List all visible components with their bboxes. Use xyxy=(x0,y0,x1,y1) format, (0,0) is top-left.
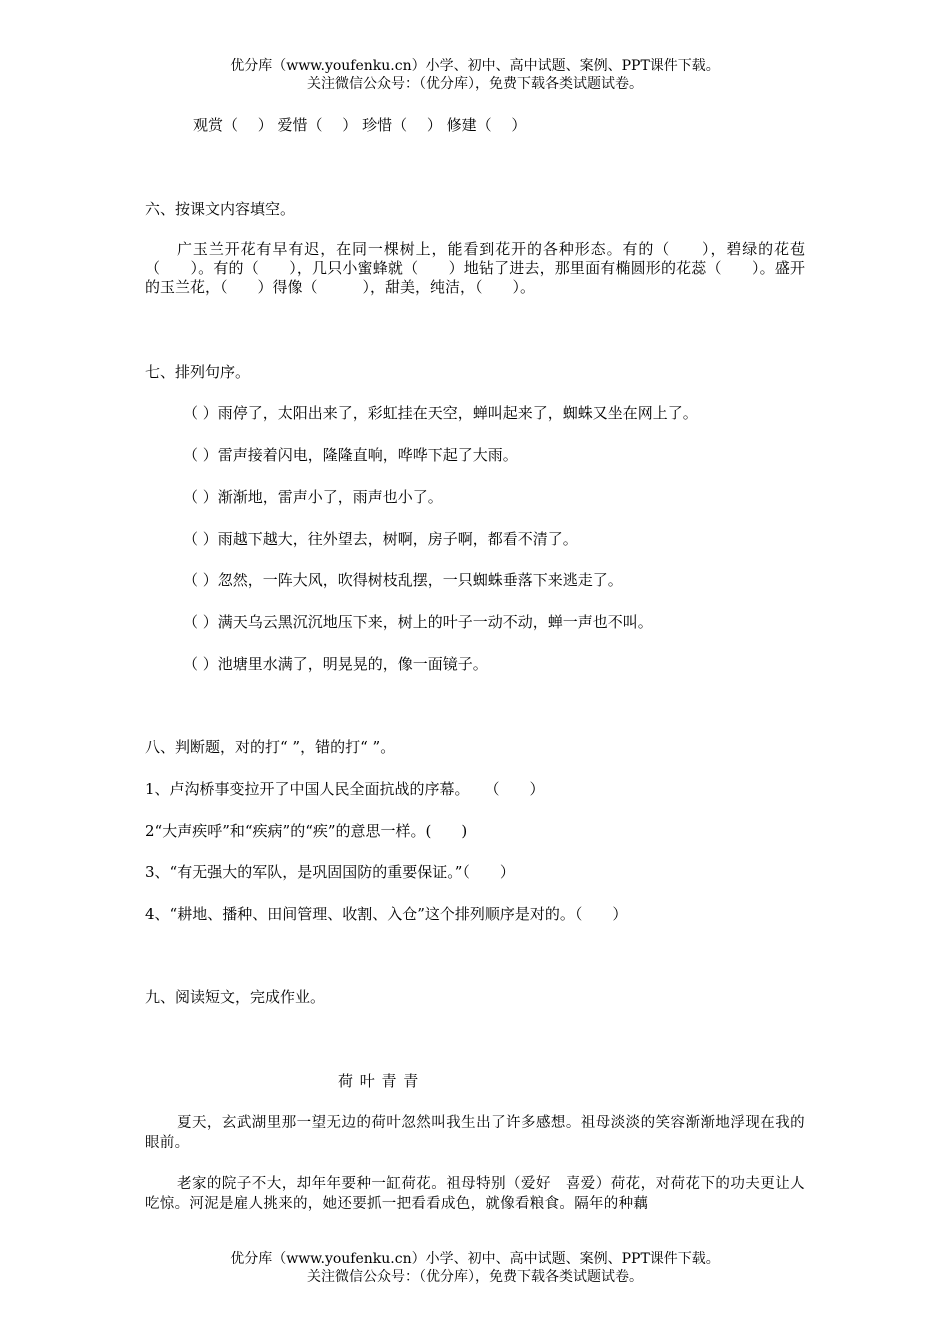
section9-title: 九、阅读短文，完成作业。 xyxy=(145,988,326,1006)
section6-title: 六、按课文内容填空。 xyxy=(145,200,296,218)
article-paragraph-1: 夏天，玄武湖里那一望无边的荷叶忽然叫我生出了许多感想。祖母淡淡的笑容渐渐地浮现在我的眼前。 xyxy=(145,1115,805,1151)
list-item: （ ）忽然，一阵大风，吹得树枝乱摆，一只蜘蛛垂落下来逃走了。 xyxy=(183,571,623,589)
list-item: （ ）满天乌云黑沉沉地压下来，树上的叶子一动不动，蝉一声也不叫。 xyxy=(183,613,653,631)
footer-line-2: 关注微信公众号：（优分库），免费下载各类试题试卷。 xyxy=(307,1269,643,1285)
list-item: （ ）池塘里水满了，明晃晃的，像一面镜子。 xyxy=(183,655,488,673)
judge-item: 2“大声疾呼”和“疾病”的“疾”的意思一样。( ) xyxy=(145,822,468,840)
list-item: （ ）雨越下越大，往外望去，树啊，房子啊，都看不清了。 xyxy=(183,530,578,548)
judge-item: 1、卢沟桥事变拉开了中国人民全面抗战的序幕。 （ ） xyxy=(145,780,545,798)
list-item: （ ）雨停了，太阳出来了，彩虹挂在天空，蝉叫起来了，蜘蛛又坐在网上了。 xyxy=(183,404,698,422)
footer-line-1: 优分库（www.youfenku.cn）小学、初中、高中试题、案例、PPT课件下载。 xyxy=(230,1251,720,1267)
section6-paragraph: 广玉兰开花有早有迟，在同一棵树上，能看到花开的各种形态。有的（ ），碧绿的花苞（ ）。有的（ ），几只小蜜蜂就（ ）地钻了进去，那里面有椭圆形的花蕊（ ）。盛开的玉兰花，（ ）得像（ ），甜美，纯洁，（ ）。 xyxy=(145,240,805,296)
list-item: （ ）雷声接着闪电，隆隆直响，哗哗下起了大雨。 xyxy=(183,446,518,464)
article-paragraph-2: 老家的院子不大，却年年要种一缸荷花。祖母特别（爱好 喜爱）荷花，对荷花下的功夫更让人吃惊。河泥是雇人挑来的，她还要抓一把看看成色，就像看粮食。隔年的种藕 xyxy=(145,1176,805,1212)
header-line-2: 关注微信公众号：（优分库），免费下载各类试题试卷。 xyxy=(307,76,643,92)
header-line-1: 优分库（www.youfenku.cn）小学、初中、高中试题、案例、PPT课件下载。 xyxy=(230,58,720,74)
words-line: 观赏（ ） 爱惜（ ） 珍惜（ ） 修建（ ） xyxy=(193,116,527,134)
judge-item: 4、“耕地、播种、田间管理、收割、入仓”这个排列顺序是对的。（ ） xyxy=(145,905,628,923)
page-header xyxy=(0,57,950,93)
section8-title: 八、判断题，对的打“ ”，错的打“ ”。 xyxy=(145,738,396,756)
judge-item: 3、“有无强大的军队，是巩固国防的重要保证。”（ ） xyxy=(145,863,515,881)
page-footer xyxy=(0,1250,950,1286)
article-title: 荷 叶 青 青 xyxy=(338,1072,420,1090)
list-item: （ ）渐渐地，雷声小了，雨声也小了。 xyxy=(183,488,443,506)
section7-title: 七、排列句序。 xyxy=(145,363,251,381)
